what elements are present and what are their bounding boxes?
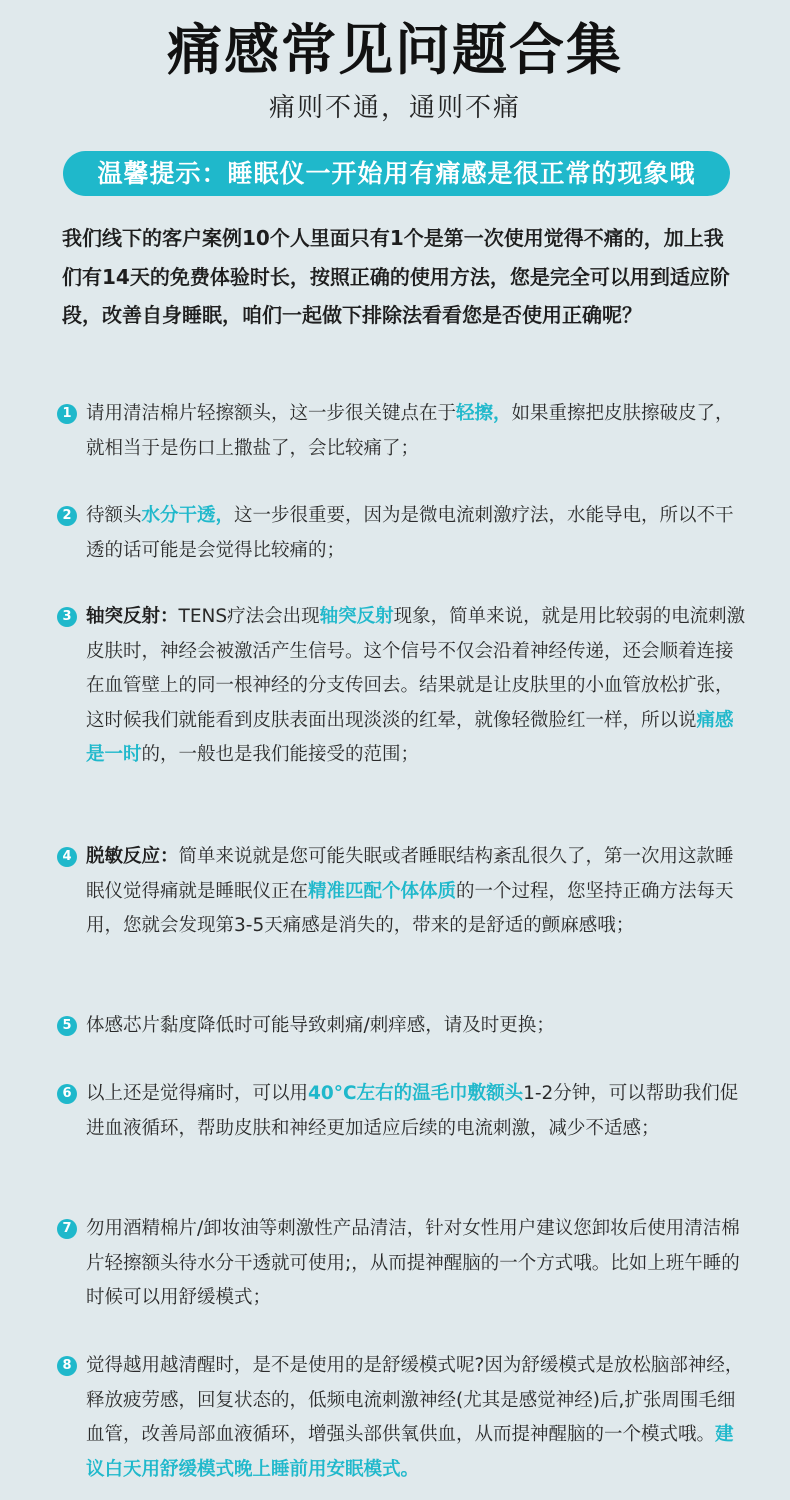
item-highlight: 痛感是一时 (86, 709, 734, 765)
faq-item-5 (57, 1009, 747, 1044)
faq-item-1 (57, 397, 747, 466)
number-badge-8: 8 (57, 1356, 77, 1376)
item-highlight: 精准匹配个体体质 (308, 880, 457, 902)
number-badge-2: 2 (57, 506, 77, 526)
item-text: 的一个过程，您坚持正确方法每天用，您就会发现第3-5天痛感是消失的，带来的是舒适的颤麻感哦； (86, 880, 734, 936)
item-bold-label: 脱敏反应： (86, 846, 179, 867)
number-badge-1: 1 (57, 404, 77, 424)
item-highlight: 40°C左右的温毛巾敷额头 (308, 1083, 524, 1104)
item-text: 勿用酒精棉片/卸妆油等刺激性产品清洁，针对女性用户建议您卸妆后使用清洁棉片轻擦额头待水分干透就可使用;，从而提神醒脑的一个方式哦。比如上班午睡的时候可以用舒缓模式； (86, 1218, 740, 1308)
item-text: 以上还是觉得痛时，可以用 (86, 1083, 309, 1104)
item-text: 的，一般也是我们能接受的范围； (141, 744, 420, 765)
item-text: 如果重擦把皮肤擦破皮了，就相当于是伤口上撒盐了，会比较痛了； (86, 403, 734, 459)
item-text: 1-2分钟，可以帮助我们促进血液循环，帮助皮肤和神经更加适应后续的电流刺激，减少不适感； (86, 1083, 739, 1139)
item-highlight: 水分干透， (141, 505, 235, 526)
number-badge-4: 4 (57, 847, 77, 867)
number-badge-6: 6 (57, 1084, 77, 1104)
number-badge-7: 7 (57, 1219, 77, 1239)
faq-item-8 (57, 1349, 747, 1487)
item-highlight: 建议白天用舒缓模式晚上睡前用安眠模式。 (86, 1424, 734, 1480)
item-text: TENS疗法会出现 (178, 606, 320, 627)
faq-item-6 (57, 1077, 747, 1146)
item-bold-label: 轴突反射： (86, 606, 179, 627)
item-highlight: 轻擦， (456, 403, 512, 424)
tip-banner: 温馨提示：睡眠仪一开始用有痛感是很正常的现象哦 (63, 151, 730, 196)
faq-item-4 (57, 840, 747, 944)
item-text: 现象，简单来说，就是用比较弱的电流刺激皮肤时，神经会被激活产生信号。这个信号不仅会沿着神经传递，还会顺着连接在血管壁上的同一根神经的分支传回去。结果就是让皮肤里的小血管放松扩张，这时候我们就能看到皮肤表面出现淡淡的红晕，就像轻微脸红一样，所以说 (86, 606, 746, 731)
page-title: 痛感常见问题合集 (166, 18, 623, 82)
item-text: 简单来说就是您可能失眠或者睡眠结构紊乱很久了，第一次用这款睡眠仪觉得痛就是睡眠仪正在 (86, 846, 734, 902)
faq-item-2 (57, 499, 747, 568)
item-text: 觉得越用越清醒时，是不是使用的是舒缓模式呢?因为舒缓模式是放松脑部神经，释放疲劳感，回复状态的，低频电流刺激神经(尤其是感觉神经)后,扩张周围毛细血管，改善局部血液循环，增强头部供氧供血，从而提神醒脑的一个模式哦。 (86, 1355, 744, 1445)
item-text: 请用清洁棉片轻擦额头，这一步很关键点在于 (86, 403, 457, 424)
page-subtitle: 痛则不通，通则不痛 (268, 93, 521, 123)
item-text: 这一步很重要，因为是微电流刺激疗法，水能导电，所以不干透的话可能是会觉得比较痛的； (86, 505, 734, 561)
faq-item-7 (57, 1212, 747, 1316)
item-highlight: 轴突反射 (319, 606, 394, 627)
intro-paragraph: 我们线下的客户案例10个人里面只有1个是第一次使用觉得不痛的，加上我们有14天的免费体验时长，按照正确的使用方法，您是完全可以用到适应阶段，改善自身睡眠，咱们一起做下排除法看看您是否使用正确呢？ (62, 226, 730, 327)
item-text: 体感芯片黏度降低时可能导致刺痛/刺痒感，请及时更换； (86, 1015, 555, 1036)
faq-item-3 (57, 600, 747, 773)
number-badge-3: 3 (57, 607, 77, 627)
number-badge-5: 5 (57, 1016, 77, 1036)
item-text: 待额头 (86, 505, 142, 526)
